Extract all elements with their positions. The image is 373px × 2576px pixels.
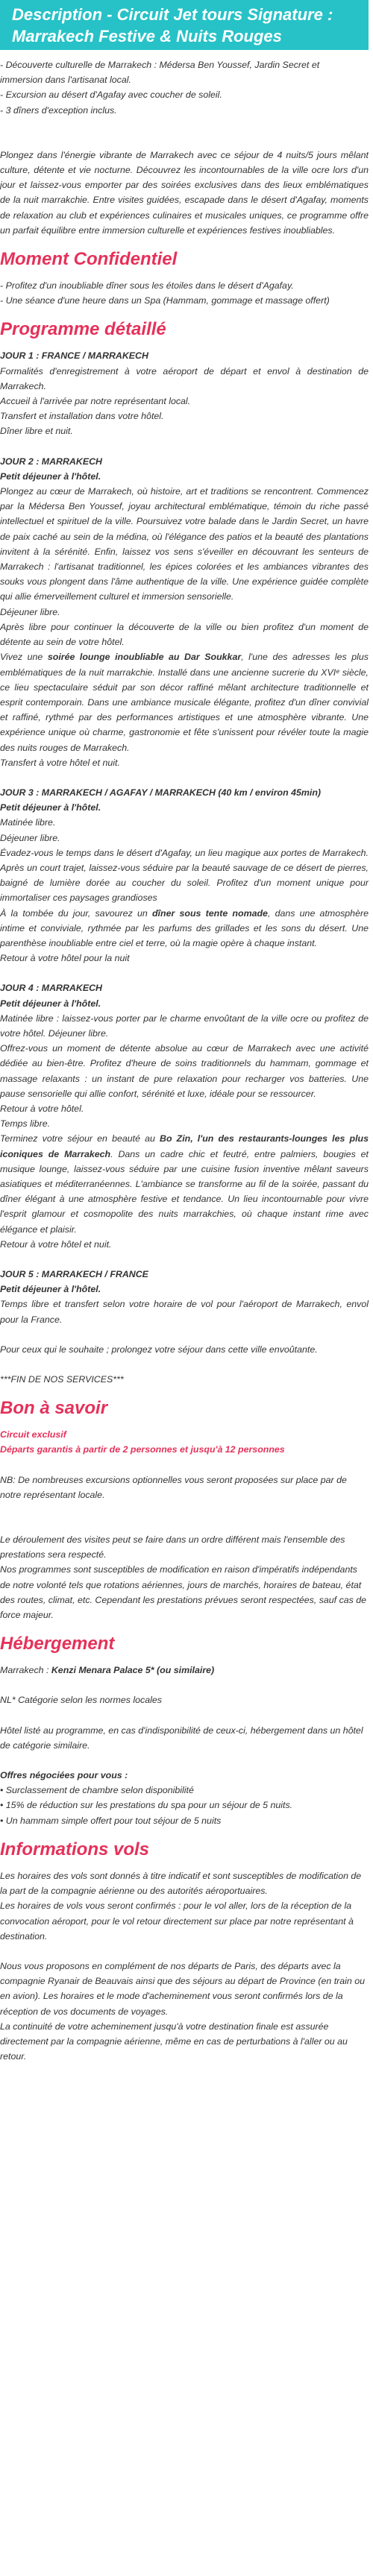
day3-end: Retour à votre hôtel pour la nuit [0,953,130,964]
day3-lunch: Déjeuner libre. [0,832,60,843]
day1-line: Dîner libre et nuit. [0,426,73,437]
offres-title: Offres négociées pour vous : [0,1770,128,1781]
day3-dinner-highlight: dîner sous tente nomade [151,907,268,919]
day4-text3-pre: Terminez votre séjour en beauté au [0,1133,160,1144]
vols-p3: Nous vous proposons en complément de nos départs de Paris, des départs avec la compagnie Ryanair de Beauvais ainsi que des séjours au départ de Province (en train ou en avion). Les horaires et le mode d'acheminement vous seront confirmés lors de la réception de vos documents de voyages. [0,1960,366,2017]
day4-return: Retour à votre hôtel. [0,1103,84,1114]
day2-text1: Plongez au cœur de Marrakech, où histoire, art et traditions se rencontrent. Commencez par la Médersa Ben Youssef, joyau architectural emblématique, témoin du riche passé intellectuel et spirituel de la ville. Poursuivez votre balade dans le Jardin Secret, un havre de paix caché au sein de la médina, où l'élégance des patios et la beauté des plantations invitent à la sérénité. Enfin, laissez vos sens s'éveiller en découvrant les senteurs de Marrakech : l'artisanat traditionnel, les épices colorées et les ambiances vibrantes des souks vous plongent dans l'âme authentique de la ville. Une expérience guidée complète qui allie émerveillement culturel et immersion sensorielle. [0,486,369,602]
intro-paragraph: Plongez dans l'énergie vibrante de Marrakech avec ce séjour de 4 nuits/5 jours mêlant culture, détente et vie nocturne. Découvrez les incontournables de la ville ocre lors d'un jour et laissez-vous emporter par des soirées exclusives dans des lieux emblématiques de la nuit marrakchie. Entre visites guidées, escapade dans le désert d'Agafay, moments de relaxation au club et expériences culinaires et musicales uniques, ce programme offre un parfait équilibre entre immersion culturelle et expériences festives inoubliables. [0,149,369,236]
day5-title: JOUR 5 : MARRAKECH / FRANCE [0,1269,148,1280]
vols-p1: Les horaires des vols sont donnés à titre indicatif et sont susceptibles de modification de la part de la compagnie aérienne ou des autorités aéroportuaires. [0,1870,362,1897]
day2-text3 [0,649,369,755]
day1-title: JOUR 1 : FRANCE / MARRAKECH [0,350,148,362]
day1-text: Formalités d'enregistrement à votre aéroport de départ et envol à destination de Marrakech. [0,365,369,391]
confidentiel-line: - Une séance d'une heure dans un Spa (Hammam, gommage et massage offert) [0,295,330,306]
informations-vols-heading: Informations vols [0,1839,150,1859]
intro-bullet: immersion dans l'artisanat local. [0,75,131,86]
day5-breakfast: Petit déjeuner à l'hôtel. [0,1284,101,1295]
nl-categorie: NL* Catégorie selon les normes locales [0,1695,162,1706]
intro-bullet: - 3 dîners d'exception inclus. [0,104,117,116]
day5-text2: Pour ceux qui le souhaite ; prolongez votre séjour dans cette ville envoûtante. [0,1344,318,1355]
day3-title: JOUR 3 : MARRAKECH / AGAFAY / MARRAKECH (40 km / environ 45min) [0,787,322,798]
banner-title-line2: Marrakech Festive & Nuits Rouges [12,27,282,45]
day1-line: Transfert et installation dans votre hôtel. [0,411,164,422]
description-banner [0,0,369,50]
day5-text1: Temps libre et transfert selon votre horaire de vol pour l'aéroport de Marrakech, envol pour la France. [0,1299,369,1325]
circuit-exclusif: Circuit exclusif [0,1429,66,1440]
day2-title: JOUR 2 : MARRAKECH [0,456,102,467]
hotel-city: Marrakech : [0,1665,51,1676]
day3-breakfast: Petit déjeuner à l'hôtel. [0,802,101,813]
day2-text3-pre: Vivez une [0,652,48,663]
day4-text1: Matinée libre : laissez-vous porter par le charme envoûtant de la ville ocre ou profitez de votre hôtel. Déjeuner libre. [0,1013,369,1039]
day2-lunch: Déjeuner libre. [0,606,60,617]
banner-title-line1: Description - Circuit Jet tours Signature : [12,5,333,24]
bon-a-savoir-heading: Bon à savoir [0,1398,108,1419]
day2-venue-highlight: soirée lounge inoubliable au Dar Soukkar [47,652,242,663]
hebergement-heading: Hébergement [0,1634,115,1654]
day4-free: Temps libre. [0,1118,51,1130]
offre-item: • Un hammam simple offert pour tout séjour de 5 nuits [0,1815,222,1826]
day1-line: Accueil à l'arrivée par notre représentant local. [0,396,191,407]
intro-bullet: - Découverte culturelle de Marrakech : Médersa Ben Youssef, Jardin Secret et [0,60,320,70]
day2-breakfast: Petit déjeuner à l'hôtel. [0,470,101,482]
offre-item: • 15% de réduction sur les prestations du spa pour un séjour de 5 nuits. [0,1800,293,1811]
day4-text2: Offrez-vous un moment de détente absolue au cœur de Marrakech avec une activité dédiée au bien-être. Profitez d'heure de soins traditionnels du hammam, gommage et massage relaxants : un instant de pure relaxation pour recharger vos batteries. Une pause sensorielle qui allie confort, sérénité et luxe, idéale pour se ressourcer. [0,1043,369,1099]
day4-title: JOUR 4 : MARRAKECH [0,983,102,994]
departs-garantis: Départs garantis à partir de 2 personnes et jusqu'à 12 personnes [0,1444,285,1455]
day2-end: Transfert à votre hôtel et nuit. [0,757,120,768]
day3-morning: Matinée libre. [0,817,56,828]
offre-item: • Surclassement de chambre selon disponibilité [0,1785,194,1796]
nb-excursions: NB: De nombreuses excursions optionnelles vous seront proposées sur place par de notre représentant locale. [0,1474,347,1500]
day2-text2: Après libre pour continuer la découverte de la ville ou bien profitez d'un moment de détente au sein de votre hôtel. [0,621,369,648]
day3-text2 [0,906,369,951]
day4-text3 [0,1131,369,1236]
intro-bullet: - Excursion au désert d'Agafay avec coucher de soleil. [0,89,222,101]
day4-text3-post: . Dans un cadre chic et feutré, entre palmiers, bougies et musique lounge, laissez-vous séduire par une cuisine fusion inventive mêlant saveurs asiatiques et méditerranéennes. L'ambiance se transforme au fil de la soirée, passant du dîner élégant à une atmosphère festive et tendance. Un lieu incontournable pour vivre l'esprit glamour et cosmopolite des nuits marrakchies, où chaque instant rime avec élégance et plaisir. [0,1148,369,1235]
hotel-name: Kenzi Menara Palace 5* (ou similaire) [51,1665,215,1676]
vols-p2: Les horaires de vols vous seront confirmés : pour le vol aller, lors de la réception de la convocation aéroport, pour le vol retour directement sur place par notre représentant à destination. [0,1900,354,1942]
confidentiel-line: - Profitez d'un inoubliable dîner sous les étoiles dans le désert d'Agafay. [0,280,294,292]
hotel-line [0,1663,369,1678]
confidentiel-heading: Moment Confidentiel [0,249,178,270]
modification-programme: Nos programmes sont susceptibles de modification en raison d'impératifs indépendants de notre volonté tels que rotations aériennes, jours de marchés, horaires de bateau, état des routes, climat, etc. Cependant les prestations prévues seront respectées, sauf cas de force majeur. [0,1564,367,1621]
ordre-visites: Le déroulement des visites peut se faire dans un ordre différent mais l'ensemble des prestations sera respecté. [0,1534,345,1561]
day4-breakfast: Petit déjeuner à l'hôtel. [0,998,101,1009]
day3-text2-pre: À la tombée du jour, savourez un [0,907,152,919]
day3-text2-post: , dans une atmosphère intime et conviviale, rythmée par les parfums des grillades et les sons du désert. Une parenthèse inoubliable entre ciel et terre, où la magie opère à chaque instant. [0,907,369,948]
vols-p4: La continuité de votre acheminement jusqu'à votre destination finale est assurée directement par la compagnie aérienne, même en cas de perturbations à l'aller ou au retour. [0,2021,348,2062]
end-of-services: ***FIN DE NOS SERVICES*** [0,1374,124,1385]
day4-end: Retour à votre hôtel et nuit. [0,1238,112,1250]
programme-heading: Programme détaillé [0,319,166,340]
day4-venue-highlight: Bo Zin, l'un des restaurants-lounges les plus iconiques de Marrakech [0,1133,369,1159]
hotel-disponibilite: Hôtel listé au programme, en cas d'indisponibilité de ceux-ci, hébergement dans un hôtel de catégorie similaire. [0,1725,363,1751]
day2-text3-post: , l'une des adresses les plus emblématiques de la nuit marrakchie. Installé dans une ancienne sucrerie du XVIᵉ siècle, ce lieu spectaculaire séduit par son décor raffiné mêlant architecture traditionnelle et esprit contemporain. Dans une ambiance musicale élégante, profitez d'un dîner convivial et raffiné, rythmé par des performances artistiques et une atmosphère vibrante. Une expérience unique où charme, gastronomie et fête s'unissent pour révéler toute la magie des nuits rouges de Marrakech. [0,652,369,753]
day3-text1: Évadez-vous le temps dans le désert d'Agafay, un lieu magique aux portes de Marrakech. Après un court trajet, laissez-vous séduire par la beauté sauvage de ce désert de pierres, baigné de lumière dorée au coucher du soleil. Profitez d'un moment unique pour immortaliser ces paysages grandioses [0,847,369,904]
